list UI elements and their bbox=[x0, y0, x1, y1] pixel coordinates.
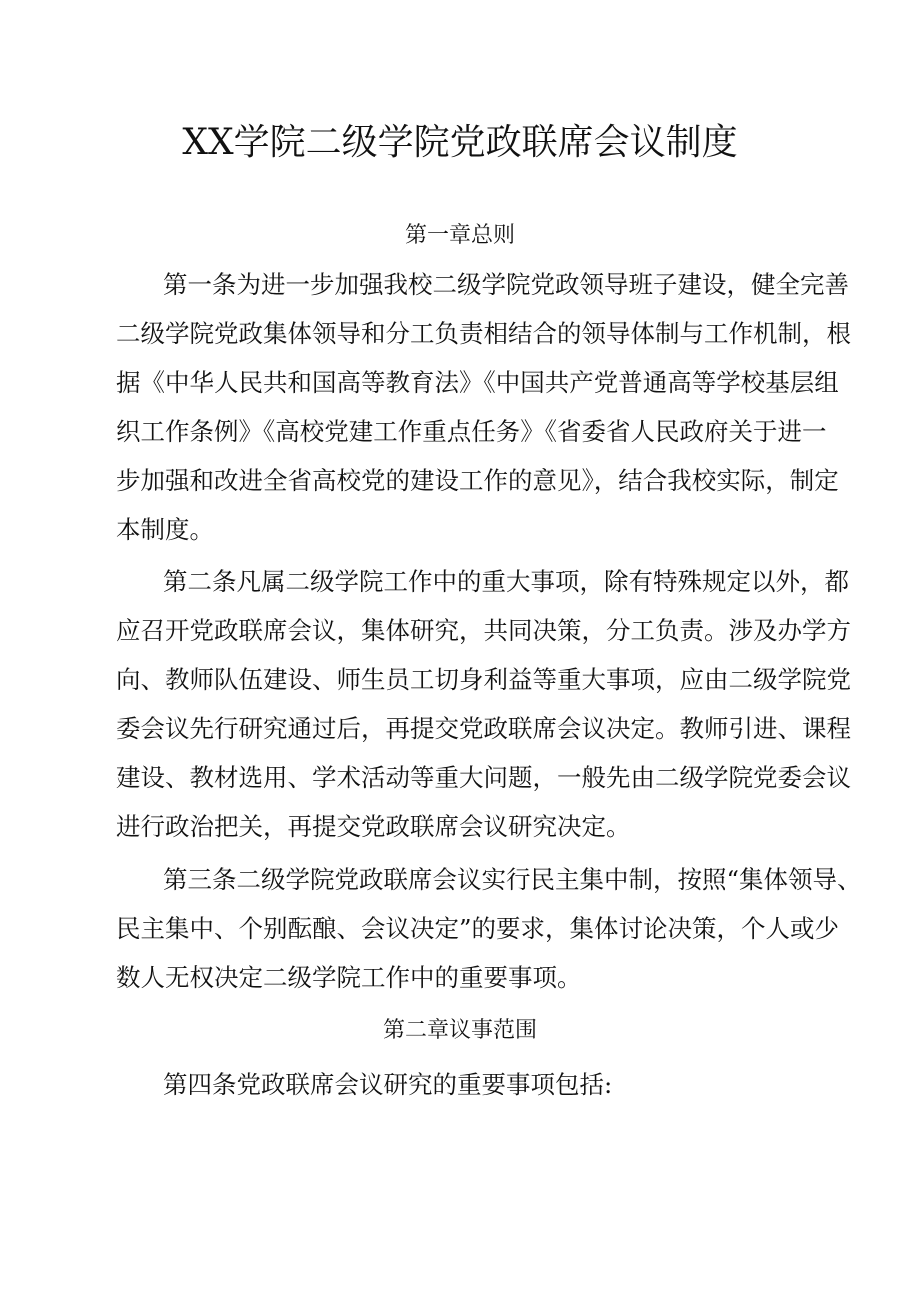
chapter-heading-1: 第一章总则 bbox=[404, 223, 515, 248]
article-1-line: 织工作条例》《高校党建工作重点任务》《省委省人民政府关于进一 bbox=[116, 417, 827, 446]
article-2-line: 进行政治把关，再提交党政联席会议研究决定。 bbox=[116, 812, 631, 841]
article-3-line: 民主集中、个别酝酿、会议决定”的要求，集体讨论决策，个人或少 bbox=[116, 914, 840, 943]
article-2-line: 向、教师队伍建设、师生员工切身利益等重大事项，应由二级学院党 bbox=[116, 665, 851, 694]
article-2-line: 建设、教材选用、学术活动等重大问题，一般先由二级学院党委会议 bbox=[116, 763, 851, 792]
article-2-line: 委会议先行研究通过后，再提交党政联席会议决定。教师引进、课程 bbox=[116, 714, 851, 743]
article-3-line: 数人无权决定二级学院工作中的重要事项。 bbox=[116, 963, 582, 992]
article-1-line: 步加强和改进全省高校党的建设工作的意见》，结合我校实际，制定 bbox=[116, 466, 839, 495]
article-1-line: 第一条为进一步加强我校二级学院党政领导班子建设，健全完善 bbox=[163, 270, 849, 299]
chapter-heading-2: 第二章议事范围 bbox=[382, 1018, 537, 1043]
article-1-line: 据《中华人民共和国高等教育法》《中国共产党普通高等学校基层组 bbox=[116, 368, 839, 397]
article-1-line: 本制度。 bbox=[116, 515, 214, 544]
article-3-line: 第三条二级学院党政联席会议实行民主集中制，按照“集体领导、 bbox=[163, 865, 862, 894]
article-2-line: 应召开党政联席会议，集体研究，共同决策，分工负责。涉及办学方 bbox=[116, 616, 851, 645]
article-4: 第四条党政联席会议研究的重要事项包括: bbox=[163, 1070, 613, 1099]
article-2-line: 第二条凡属二级学院工作中的重大事项，除有特殊规定以外，都 bbox=[163, 567, 849, 596]
article-1-line: 二级学院党政集体领导和分工负责相结合的领导体制与工作机制，根 bbox=[116, 319, 851, 348]
document-title: XX学院二级学院党政联席会议制度 bbox=[182, 122, 738, 163]
